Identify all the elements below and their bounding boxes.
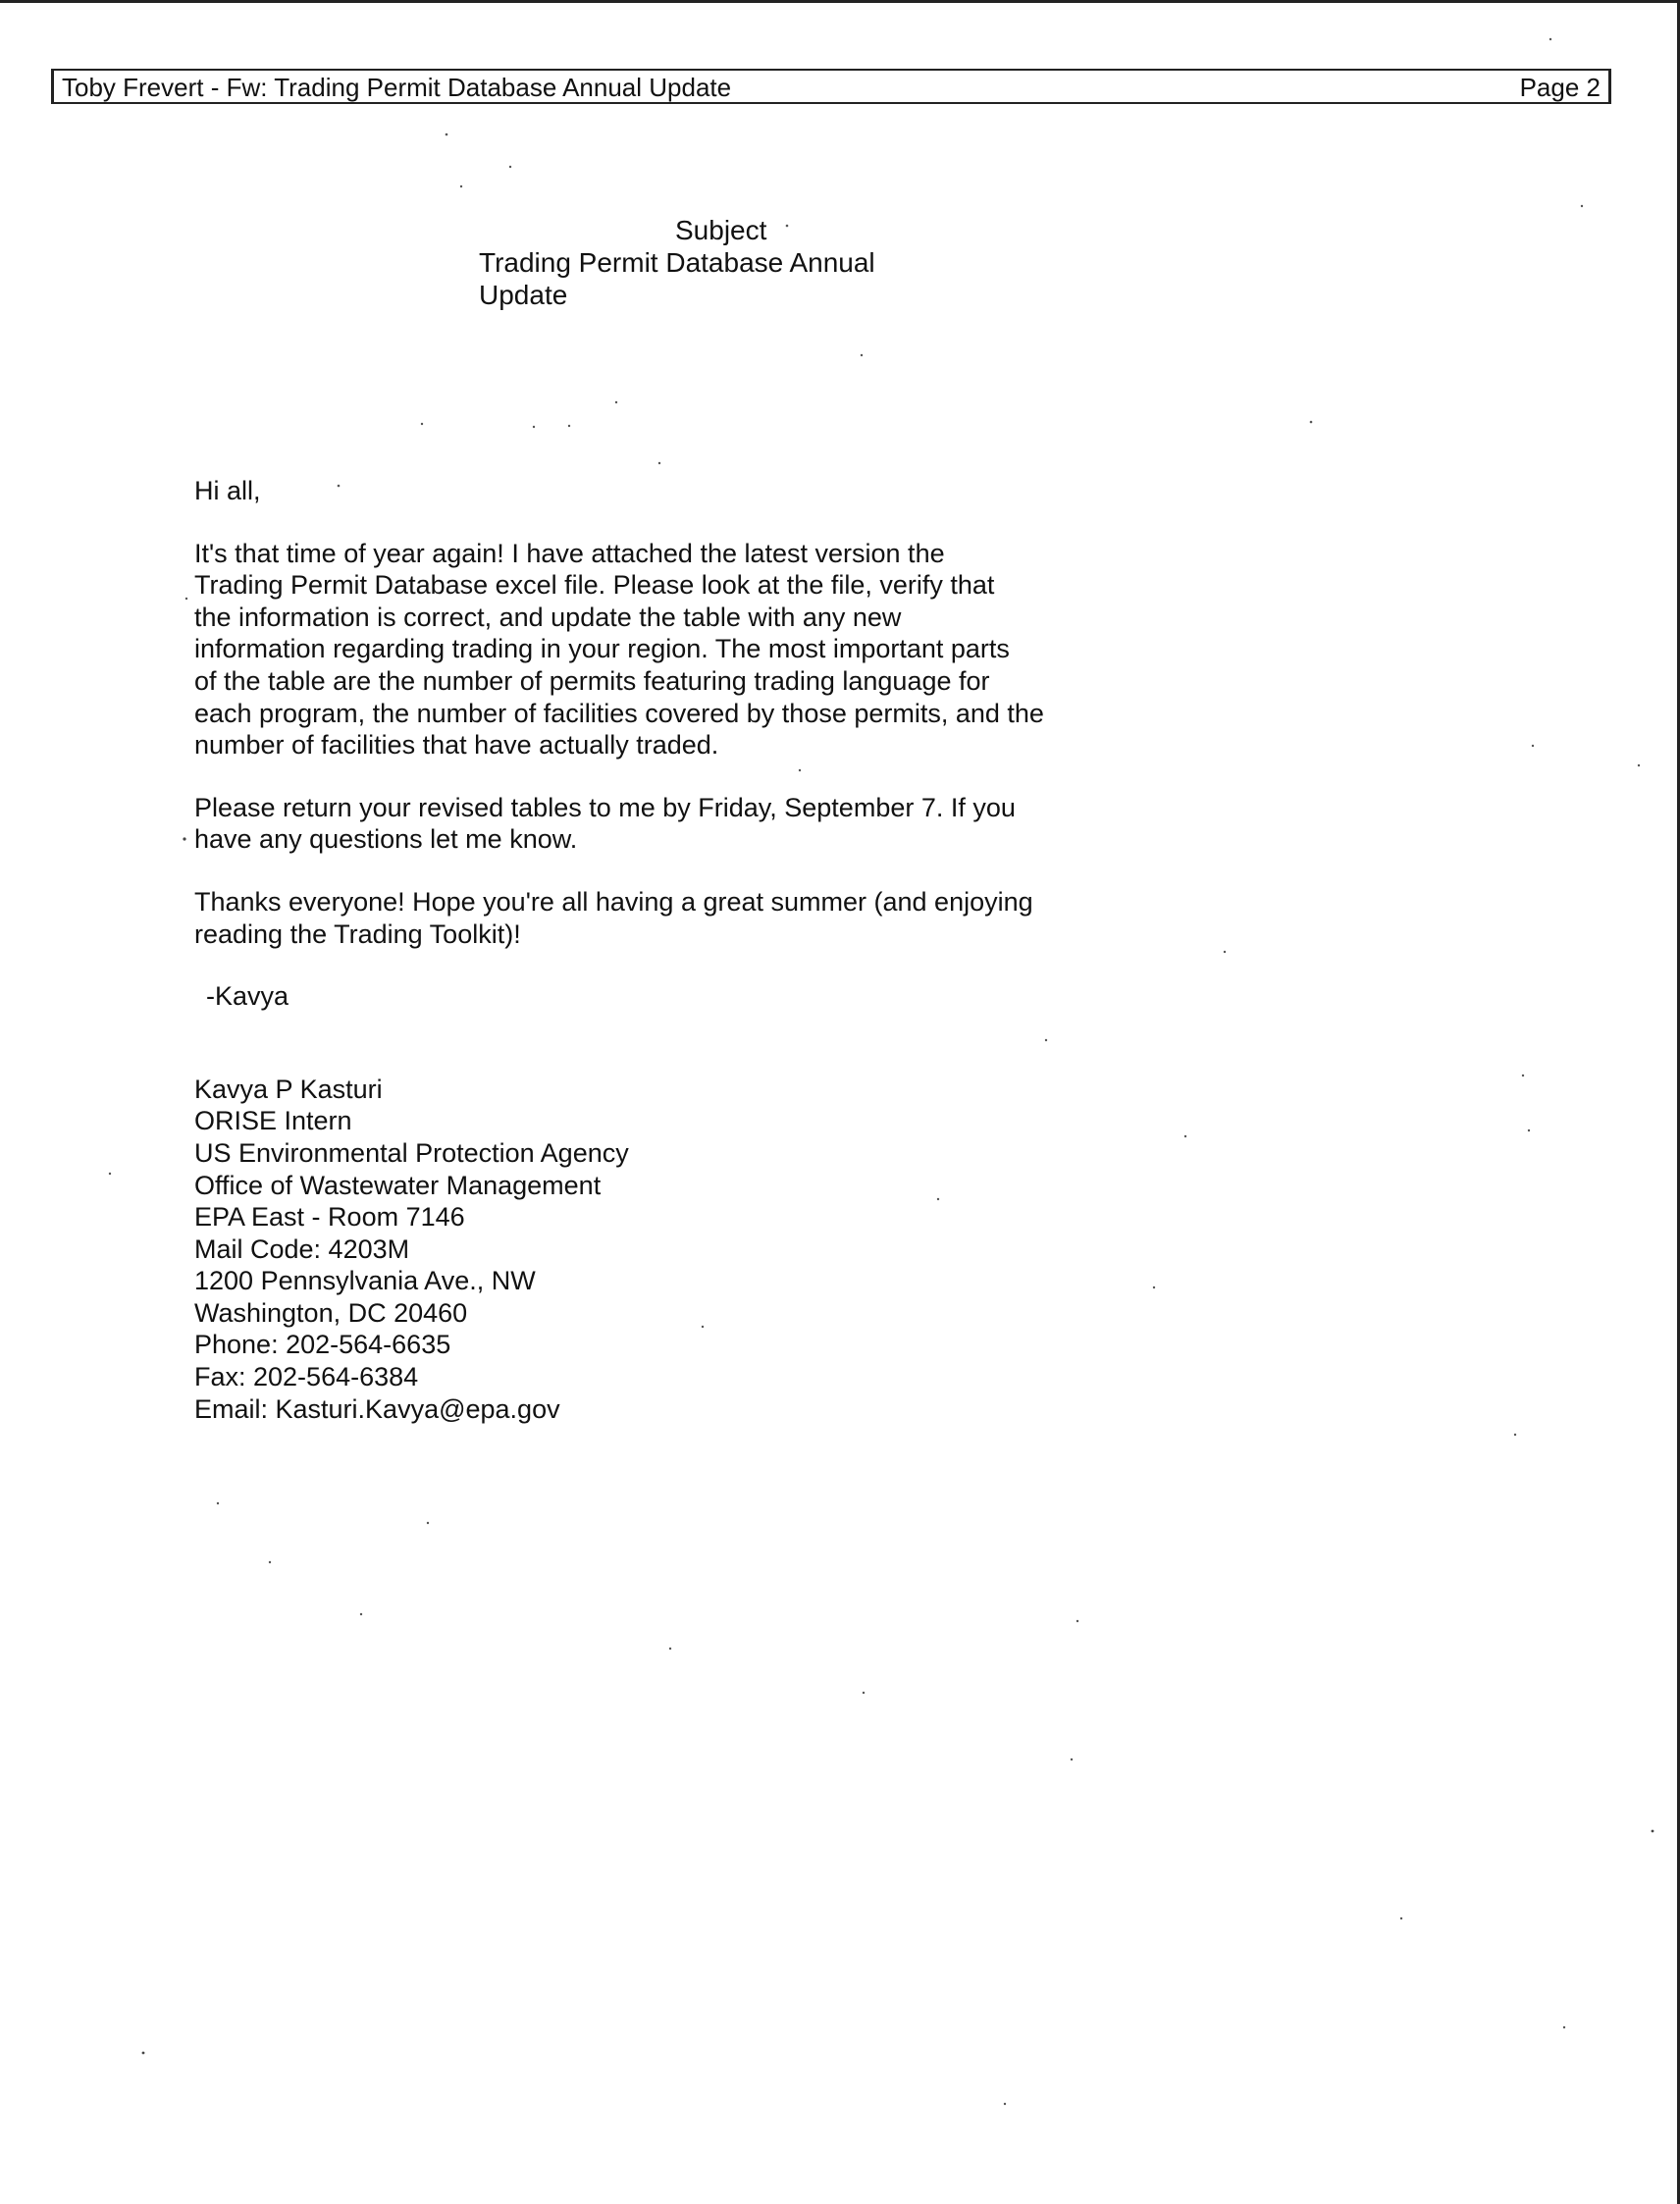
paragraph-line: number of facilities that have actually traded. (194, 730, 719, 761)
subject-line: Trading Permit Database Annual (479, 247, 875, 278)
scan-speck (427, 1522, 429, 1524)
scan-speck (1310, 421, 1313, 424)
paragraph-line: Thanks everyone! Hope you're all having a great summer (and enjoying (194, 886, 1033, 917)
signature-email: Email: Kasturi.Kavya@epa.gov (194, 1393, 560, 1424)
scan-speck (533, 426, 535, 428)
signature-title: ORISE Intern (194, 1106, 352, 1136)
paragraph-line: reading the Trading Toolkit)! (194, 918, 521, 949)
scan-speck (1638, 764, 1640, 766)
scan-speck (1514, 1434, 1516, 1436)
scan-speck (338, 485, 341, 488)
scan-speck (185, 598, 187, 600)
header-title: Toby Frevert - Fw: Trading Permit Database Annual Update (62, 73, 732, 102)
scan-speck (509, 166, 511, 168)
page-number: Page 2 (1519, 73, 1601, 102)
scan-speck (446, 133, 448, 136)
scan-speck (615, 401, 617, 403)
scan-speck (1532, 745, 1534, 747)
scan-speck (786, 225, 789, 228)
scan-speck (1581, 205, 1583, 207)
scan-speck (1400, 1917, 1402, 1919)
paragraph-line: Trading Permit Database excel file. Please look at the file, verify that (194, 570, 995, 601)
paragraph-line: the information is correct, and update the table with any new (194, 602, 902, 632)
subject-label: Subject (675, 215, 767, 245)
paragraph-line: Please return your revised tables to me by Friday, September 7. If you (194, 792, 1016, 822)
signature-phone: Phone: 202-564-6635 (194, 1330, 451, 1360)
scan-speck (1549, 38, 1551, 40)
scan-speck (269, 1561, 271, 1563)
scan-speck (669, 1648, 671, 1650)
scan-speck (1652, 1830, 1654, 1833)
paragraph-line: of the table are the number of permits featuring trading language for (194, 665, 990, 696)
signature-city: Washington, DC 20460 (194, 1297, 468, 1328)
scan-speck (1522, 1075, 1524, 1076)
scan-speck (702, 1326, 704, 1328)
scan-speck (360, 1613, 362, 1615)
signature-agency: US Environmental Protection Agency (194, 1137, 629, 1168)
scan-speck (799, 769, 801, 771)
paragraph-line: information regarding trading in your region. The most important parts (194, 634, 1010, 664)
scan-speck (568, 425, 570, 427)
scan-speck (217, 1502, 219, 1504)
scan-speck (937, 1198, 939, 1200)
greeting-line: Hi all, (194, 476, 261, 505)
scan-speck (1004, 2103, 1006, 2105)
signature-office: Office of Wastewater Management (194, 1170, 602, 1200)
signature-fax: Fax: 202-564-6384 (194, 1362, 419, 1392)
scan-speck (460, 185, 462, 187)
signature-room: EPA East - Room 7146 (194, 1202, 465, 1233)
scan-speck (1045, 1039, 1047, 1041)
scan-speck (109, 1173, 111, 1175)
scan-speck (183, 837, 185, 840)
scan-speck (1153, 1286, 1155, 1288)
scan-speck (421, 423, 423, 425)
paragraph-line: have any questions let me know. (194, 824, 578, 855)
signature-name: Kavya P Kasturi (194, 1074, 383, 1104)
scan-speck (1076, 1620, 1078, 1622)
signature-mail-code: Mail Code: 4203M (194, 1233, 410, 1264)
scan-speck (863, 1692, 865, 1694)
subject-line: Update (479, 280, 568, 310)
paragraph-line: It's that time of year again! I have attached the latest version the (194, 538, 945, 568)
scan-speck (1184, 1135, 1186, 1137)
scan-speck (658, 462, 660, 464)
scan-speck (861, 354, 863, 356)
sign-off-line: -Kavya (206, 981, 289, 1012)
signature-street: 1200 Pennsylvania Ave., NW (194, 1266, 536, 1296)
scan-speck (1224, 951, 1226, 953)
scan-speck (1071, 1758, 1073, 1760)
scan-speck (1563, 2026, 1565, 2028)
scan-speck (142, 2052, 145, 2055)
scan-speck (1528, 1129, 1530, 1131)
paragraph-line: each program, the number of facilities covered by those permits, and the (194, 698, 1044, 728)
